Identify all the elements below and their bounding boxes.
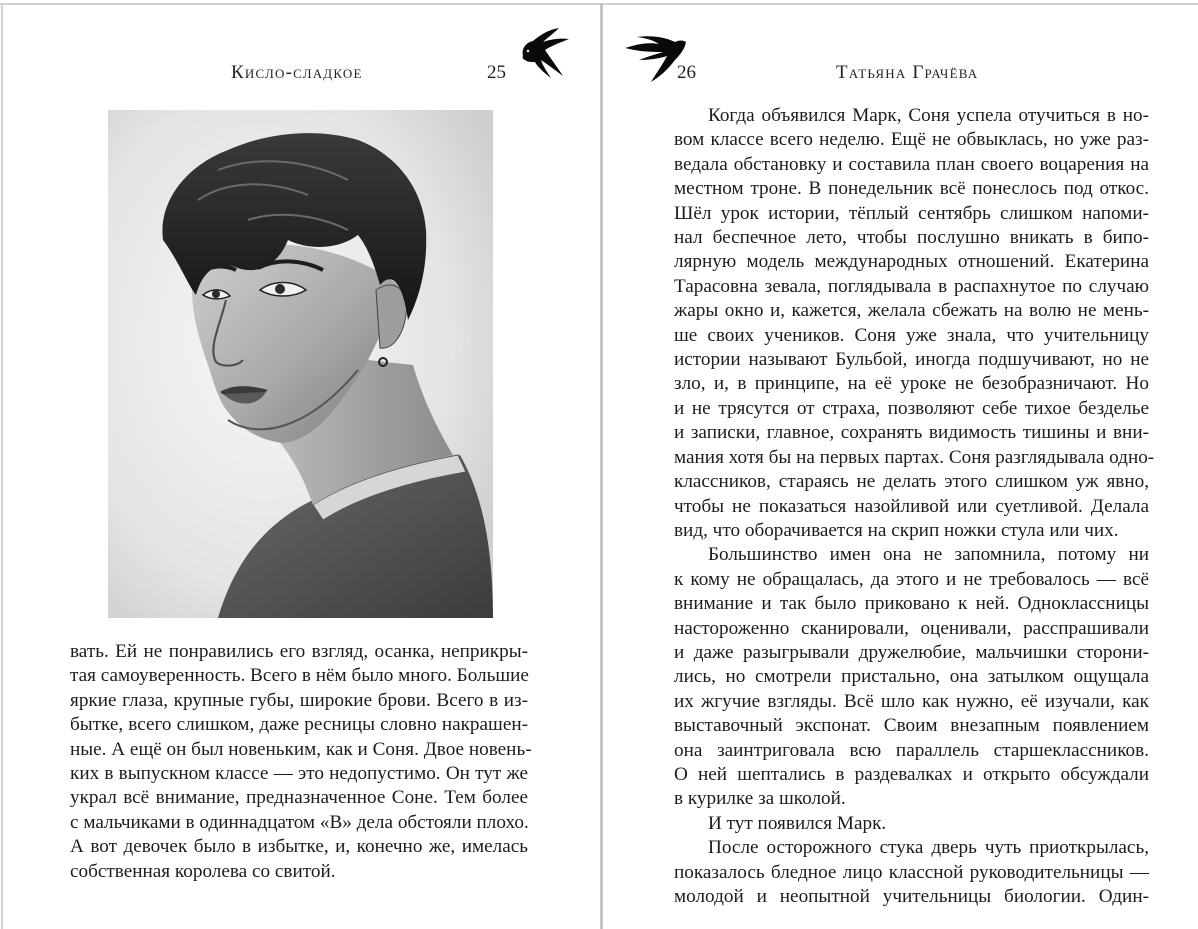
page-number: 25 — [487, 62, 506, 83]
text-line: вать. Ей не понравились его взгляд, осанка, неприкры- — [70, 641, 528, 662]
text-line: Тарасовна зевала, поглядывала в распахнутое по случаю — [674, 275, 1149, 297]
text-line: вом классе всего неделю. Ещё не обвыклась, но уже раз- — [674, 129, 1149, 151]
text-line: выставочный экспонат. Своим внезапным появлением — [674, 715, 1149, 737]
text-line: ные. А ещё он был новеньким, как и Соня. Двое новень- — [70, 738, 532, 760]
text-line: Шёл урок истории, тёплый сентябрь слишком напоми- — [674, 202, 1149, 224]
text-line: украл всё внимание, предназначенное Соне. Тем более — [70, 787, 528, 809]
text-line: к кому не обращалась, да этого и не требовалось — всё — [674, 568, 1149, 590]
text-line: Когда объявился Марк, Соня успела отучиться в но- — [708, 105, 1149, 126]
text-line: классников, стараясь не делать этого слишком уж явно, — [674, 471, 1149, 493]
paragraph — [674, 543, 1149, 811]
text-line: ведала обстановку и составила план своего воцарения на — [674, 153, 1149, 175]
left-page-body-text — [70, 640, 532, 884]
text-line: с мальчиками в одиннадцатом «В» дела обстояли плохо. — [70, 811, 529, 833]
text-line: в курилке за школой. — [674, 788, 846, 810]
text-line: местном троне. В понедельник всё понеслось под откос. — [674, 178, 1149, 200]
text-line: жары окно и, кажется, желала сбежать на волю не мень- — [674, 300, 1149, 322]
text-line: лись, но смотрели пристально, она затылком ощущала — [674, 666, 1149, 688]
running-head-title: Кисло-сладкое — [231, 62, 363, 83]
text-line: внимание и так было приковано к ней. Одноклассницы — [674, 593, 1149, 615]
text-line: ше своих учеников. Соня уже знала, что учительницу — [674, 324, 1149, 346]
text-line: После осторожного стука дверь чуть приоткрылась, — [708, 837, 1149, 859]
portrait-illustration — [108, 110, 493, 618]
left-page — [3, 0, 600, 929]
text-line: и не трясутся от страха, позволяют себе тихое безделье — [674, 397, 1149, 419]
paragraph — [674, 812, 1149, 836]
text-line: и даже разыгрывали дружелюбие, мальчишки сторони- — [674, 641, 1149, 663]
swallow-icon — [513, 26, 573, 78]
text-line: лярную модель международных отношений. Екатерина — [674, 251, 1149, 273]
text-line: ких в выпускном классе — это недопустимо. Он тут же — [70, 763, 528, 785]
text-line: она заинтриговала всю параллель старшеклассников. — [674, 739, 1149, 761]
paragraph — [674, 104, 1155, 543]
page-number: 26 — [677, 62, 696, 83]
text-line: и записки, главное, сохранять видимость тишины и вни- — [674, 422, 1149, 444]
text-line: настороженно сканировали, оценивали, расспрашивали — [674, 617, 1149, 639]
text-line: молодой и неопытной учительницы биологии. Один- — [674, 886, 1149, 907]
text-line: мания хотя бы на первых партах. Соня разглядывала одно- — [674, 446, 1155, 468]
text-line: Большинство имен она не запомнила, потому ни — [708, 544, 1149, 566]
paragraph — [70, 640, 532, 884]
text-line: их жгучие взгляды. Всё шло как нужно, её изучали, как — [674, 690, 1149, 712]
right-page-body-text — [674, 104, 1155, 909]
running-head-author: Татьяна Грачёва — [836, 62, 979, 83]
text-line: показалось бледное лицо классной руководительницы — — [674, 861, 1149, 883]
text-line: тая самоуверенность. Всего в нём было много. Большие — [70, 665, 529, 687]
text-line: бытке, всего слишком, даже ресницы словно накрашен- — [70, 714, 528, 736]
text-line: яркие глаза, крупные губы, широкие брови. Всего в из- — [70, 689, 528, 711]
text-line: собственная королева со свитой. — [70, 860, 336, 882]
text-line: нал беспечное лето, чтобы послушно вникать в бипо- — [674, 227, 1149, 249]
text-line: вид, что оборачивается на скрип ножки стула или чих. — [674, 519, 1119, 541]
text-line: А вот девочек было в избытке, и, конечно же, имелась — [70, 836, 528, 858]
text-line: О ней шептались в раздевалках и открыто обсуждали — [674, 763, 1149, 785]
text-line: И тут появился Марк. — [708, 812, 887, 834]
text-line: зло, и, в принципе, на её уроке не безобразничают. Но — [674, 373, 1149, 395]
paragraph — [674, 836, 1149, 909]
text-line: чтобы не показаться назойливой или суетливой. Делала — [674, 495, 1149, 517]
text-line: истории называют Бульбой, иногда подшучивают, но не — [674, 349, 1149, 371]
